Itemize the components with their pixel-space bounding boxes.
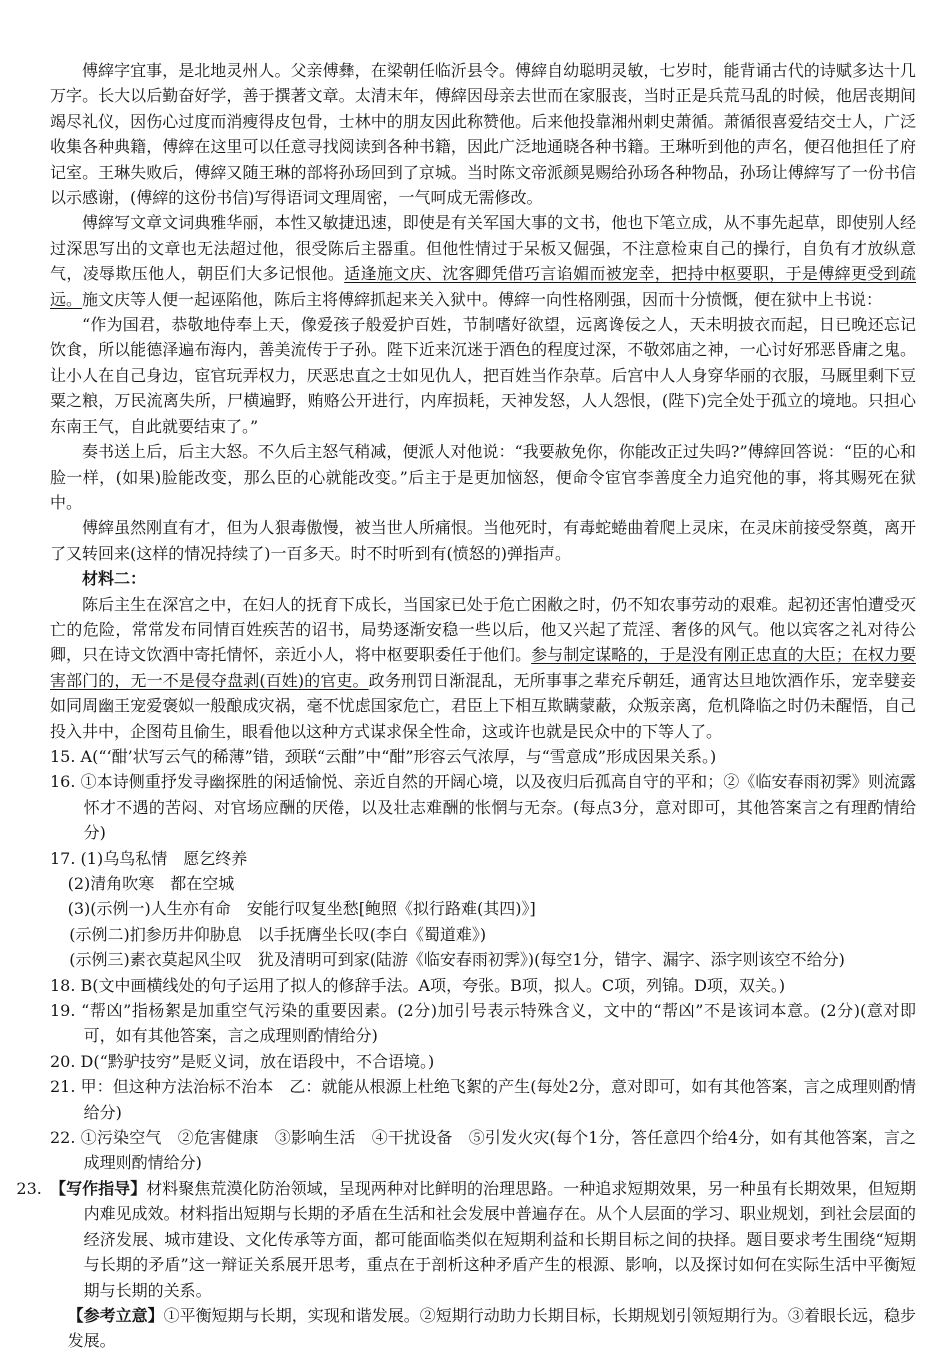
- answer-18: 18. B(文中画横线处的句子运用了拟人的修辞手法。A项，夸张。B项，拟人。C项，列锦。D项，双关。): [50, 975, 786, 995]
- translation-paragraph-1: 傅縡字宜事，是北地灵州人。父亲傅彝，在梁朝任临沂县令。傅縡自幼聪明灵敏，七岁时，能背诵古代的诗赋多达十几万字。长大以后勤奋好学，善于撰著文章。太清末年，傅縡因母亲去世而在家服丧，当时正是兵荒马乱的时候，他居丧期间竭尽礼仪，因伤心过度而消瘦得皮包骨，士林中的朋友因此称赞他。后来他投靠湘州刺史萧循。萧循很喜爱结交士人，广泛收集各种典籍，傅縡在这里可以任意寻找阅读到各种书籍，因此广泛地通晓各种书籍。王琳听到他的声名，便召他担任了府记室。王琳失败后，傅縡又随王琳的部将孙玚回到了京城。当时陈文帝派颜晃赐给孙玚各种物品，孙玚让傅縡写了一份书信以示感谢，(傅縡的这份书信)写得语词文理周密，一气呵成无需修改。: [50, 61, 916, 208]
- answer-19: 19. “帮凶”指杨絮是加重空气污染的重要因素。(2分)加引号表示特殊含义，文中的“帮凶”不是该词本意。(2分)(意对即可，如有其他答案，言之成理则酌情给分): [50, 1001, 916, 1046]
- answer-16: 16. ①本诗侧重抒发寻幽探胜的闲适愉悦、亲近自然的开阔心境，以及夜归后孤高自守的平和；②《临安春雨初霁》则流露怀才不遇的苦闷、对官场应酬的厌倦，以及壮志难酬的怅惘与无奈。(每点3分，意对即可，其他答案言之有理酌情给分): [50, 772, 916, 843]
- paragraph-2-part-a: 傅縡写文章文词典雅华丽，本性又敏捷迅速，即使是有关军国大事的文书，他也下笔立成，从不事先起草，即使别人经过深思写出的文章也无法超过他，很受陈后主器重。但他性情过于呆板又倔强，不注意检束自己的操行，自负有才放纵意气，凌辱欺压他人，朝臣们大多记恨他。: [50, 213, 916, 284]
- translation-paragraph-2: [50, 210, 916, 312]
- answer-17-part-1: 17. (1)乌鸟私情 愿乞终养: [50, 848, 248, 868]
- material-2-part-b: 政务刑罚日渐混乱，无所事事之辈充斥朝廷，通宵达旦地饮酒作乐，宠幸嬖妾如同周幽王宠爱褒姒一般酿成灾祸，毫不忧虑国家危亡，君臣上下相互欺瞒蒙蔽，众叛亲离，危机降临之时仍未醒悟，自己投入井中，企图苟且偷生，眼看他以这种方式谋求保全性命，这或许也就是民众中的下等人了。: [50, 670, 916, 741]
- answer-17-part-3: (3)(示例一)人生亦有命 安能行叹复坐愁[鲍照《拟行路难(其四)》]: [67, 899, 536, 919]
- material-2-heading: 材料二：: [82, 569, 147, 589]
- answer-17-example-2: (示例二)扪参历井仰胁息 以手抚膺坐长叹(李白《蜀道难》): [69, 924, 487, 944]
- underlined-sentence-2: 参与制定谋略的，于是没有刚正忠直的大臣；在权力要害部门的，无一不是侵夺盘剥(百姓)的官吏。: [50, 645, 916, 690]
- memorial-quote: “作为国君，恭敬地侍奉上天，像爱孩子般爱护百姓，节制嗜好欲望，远离谗佞之人，天未明披衣而起，日已晚还忘记饮食，所以能德泽遍布海内，善美流传于子孙。陛下近来沉迷于酒色的程度过深，不敬郊庙之神，一心讨好邪恶昏庸之鬼。让小人在自己身边，宦官玩弄权力，厌恶忠直之士如见仇人，把百姓当作杂草。后宫中人人身穿华丽的衣服，马厩里剩下豆粟之粮，万民流离失所，尸横遍野，贿赂公开进行，内库损耗，天神发怒，人人怨恨，(陛下)完全处于孤立的境地。只担心东南王气，自此就要结束了。”: [50, 315, 916, 436]
- answer-20: 20. D(“黔驴技穷”是贬义词，放在语段中，不合语境。): [50, 1051, 435, 1071]
- paragraph-2-part-b: 施文庆等人便一起诬陷他，陈后主将傅縡抓起来关入狱中。傅縡一向性格刚强，因而十分愤慨，便在狱中上书说：: [82, 289, 883, 309]
- translation-paragraph-4: 奏书送上后，后主大怒。不久后主怒气稍减，便派人对他说：“我要赦免你，你能改正过失吗?”傅縡回答说：“臣的心和脸一样，(如果)脸能改变，那么臣的心就能改变。”后主于是更加恼怒，便命令宦官李善度全力追究他的事，将其赐死在狱中。: [50, 442, 916, 512]
- reference-theme-label: 【参考立意】: [67, 1305, 164, 1325]
- answer-17-part-2: (2)清角吹寒 都在空城: [67, 874, 235, 893]
- material-2-paragraph: [50, 592, 916, 744]
- material-2-part-a: 陈后主生在深宫之中，在妇人的抚育下成长，当国家已处于危亡困敝之时，仍不知农事劳动的艰难。起初还害怕遭受灭亡的危险，常常发布同情百姓疾苦的诏书，局势逐渐安稳一些以后，他又兴起了荒淫、奢侈的风气。他以宾客之礼对待公卿，只在诗文饮酒中寄托情怀，亲近小人，将中枢要职委任于他们。: [50, 594, 916, 665]
- writing-guide-text: 材料聚焦荒漠化防治领域，呈现两种对比鲜明的治理思路。一种追求短期效果，另一种虽有长期效果，但短期内难见成效。材料指出短期与长期的矛盾在生活和社会发展中普遍存在。从个人层面的学习、职业规划，到社会层面的经济发展、城市建设、文化传承等方面，都可能面临类似在短期利益和长期目标之间的抉择。题目要求考生围绕“短期与长期的矛盾”这一辩证关系展开思考，重点在于剖析这种矛盾产生的根源、影响，以及探讨如何在实际生活中平衡短期与长期的关系。: [83, 1178, 916, 1300]
- answer-15: 15. A(“‘酣’状写云气的稀薄”错，颈联“云酣”中“酣”形容云气浓厚，与“雪意成”形成因果关系。): [50, 746, 717, 766]
- translation-paragraph-5: 傅縡虽然刚直有才，但为人狠毒傲慢，被当世人所痛恨。当他死时，有毒蛇蜷曲着爬上灵床，在灵床前接受祭奠，离开了又转回来(这样的情况持续了)一百多天。时不时听到有(愤怒的)弹指声。: [50, 518, 916, 563]
- answer-23: 23. 【写作指导】材料聚焦荒漠化防治领域，呈现两种对比鲜明的治理思路。一种追求短期效果，另一种虽有长期效果，但短期内难见成效。材料指出短期与长期的矛盾在生活和社会发展中普遍存在。从个人层面的学习、职业规划，到社会层面的经济发展、城市建设、文化传承等方面，都可能面临类似在短期利益和长期目标之间的抉择。题目要求考生围绕“短期与长期的矛盾”这一辩证关系展开思考，重点在于剖析这种矛盾产生的根源、影响，以及探讨如何在实际生活中平衡短期与长期的关系。: [16, 1178, 916, 1300]
- reference-theme: [50, 1303, 916, 1354]
- answer-21: 21. 甲：但这种方法治标不治本 乙：就能从根源上杜绝飞絮的产生(每处2分，意对即可，如有其他答案，言之成理则酌情给分): [50, 1077, 916, 1122]
- underlined-sentence-1: 适逢施文庆、沈客卿凭借巧言谄媚而被宠幸，把持中枢要职，于是傅縡更受到疏远。: [50, 264, 916, 309]
- reference-theme-text: ①平衡短期与长期，实现和谐发展。②短期行动助力长期目标，长期规划引领短期行为。③着眼长远，稳步发展。: [67, 1305, 916, 1351]
- writing-guide-label: 【写作指导】: [50, 1178, 147, 1198]
- answer-17-example-3: (示例三)素衣莫起风尘叹 犹及清明可到家(陆游《临安春雨初霁》)(每空1分，错字、漏字、添字则该空不给分): [69, 950, 845, 970]
- answer-22: 22. ①污染空气 ②危害健康 ③影响生活 ④干扰设备 ⑤引发火灾(每个1分，答任意四个给4分，如有其他答案，言之成理则酌情给分): [50, 1128, 916, 1173]
